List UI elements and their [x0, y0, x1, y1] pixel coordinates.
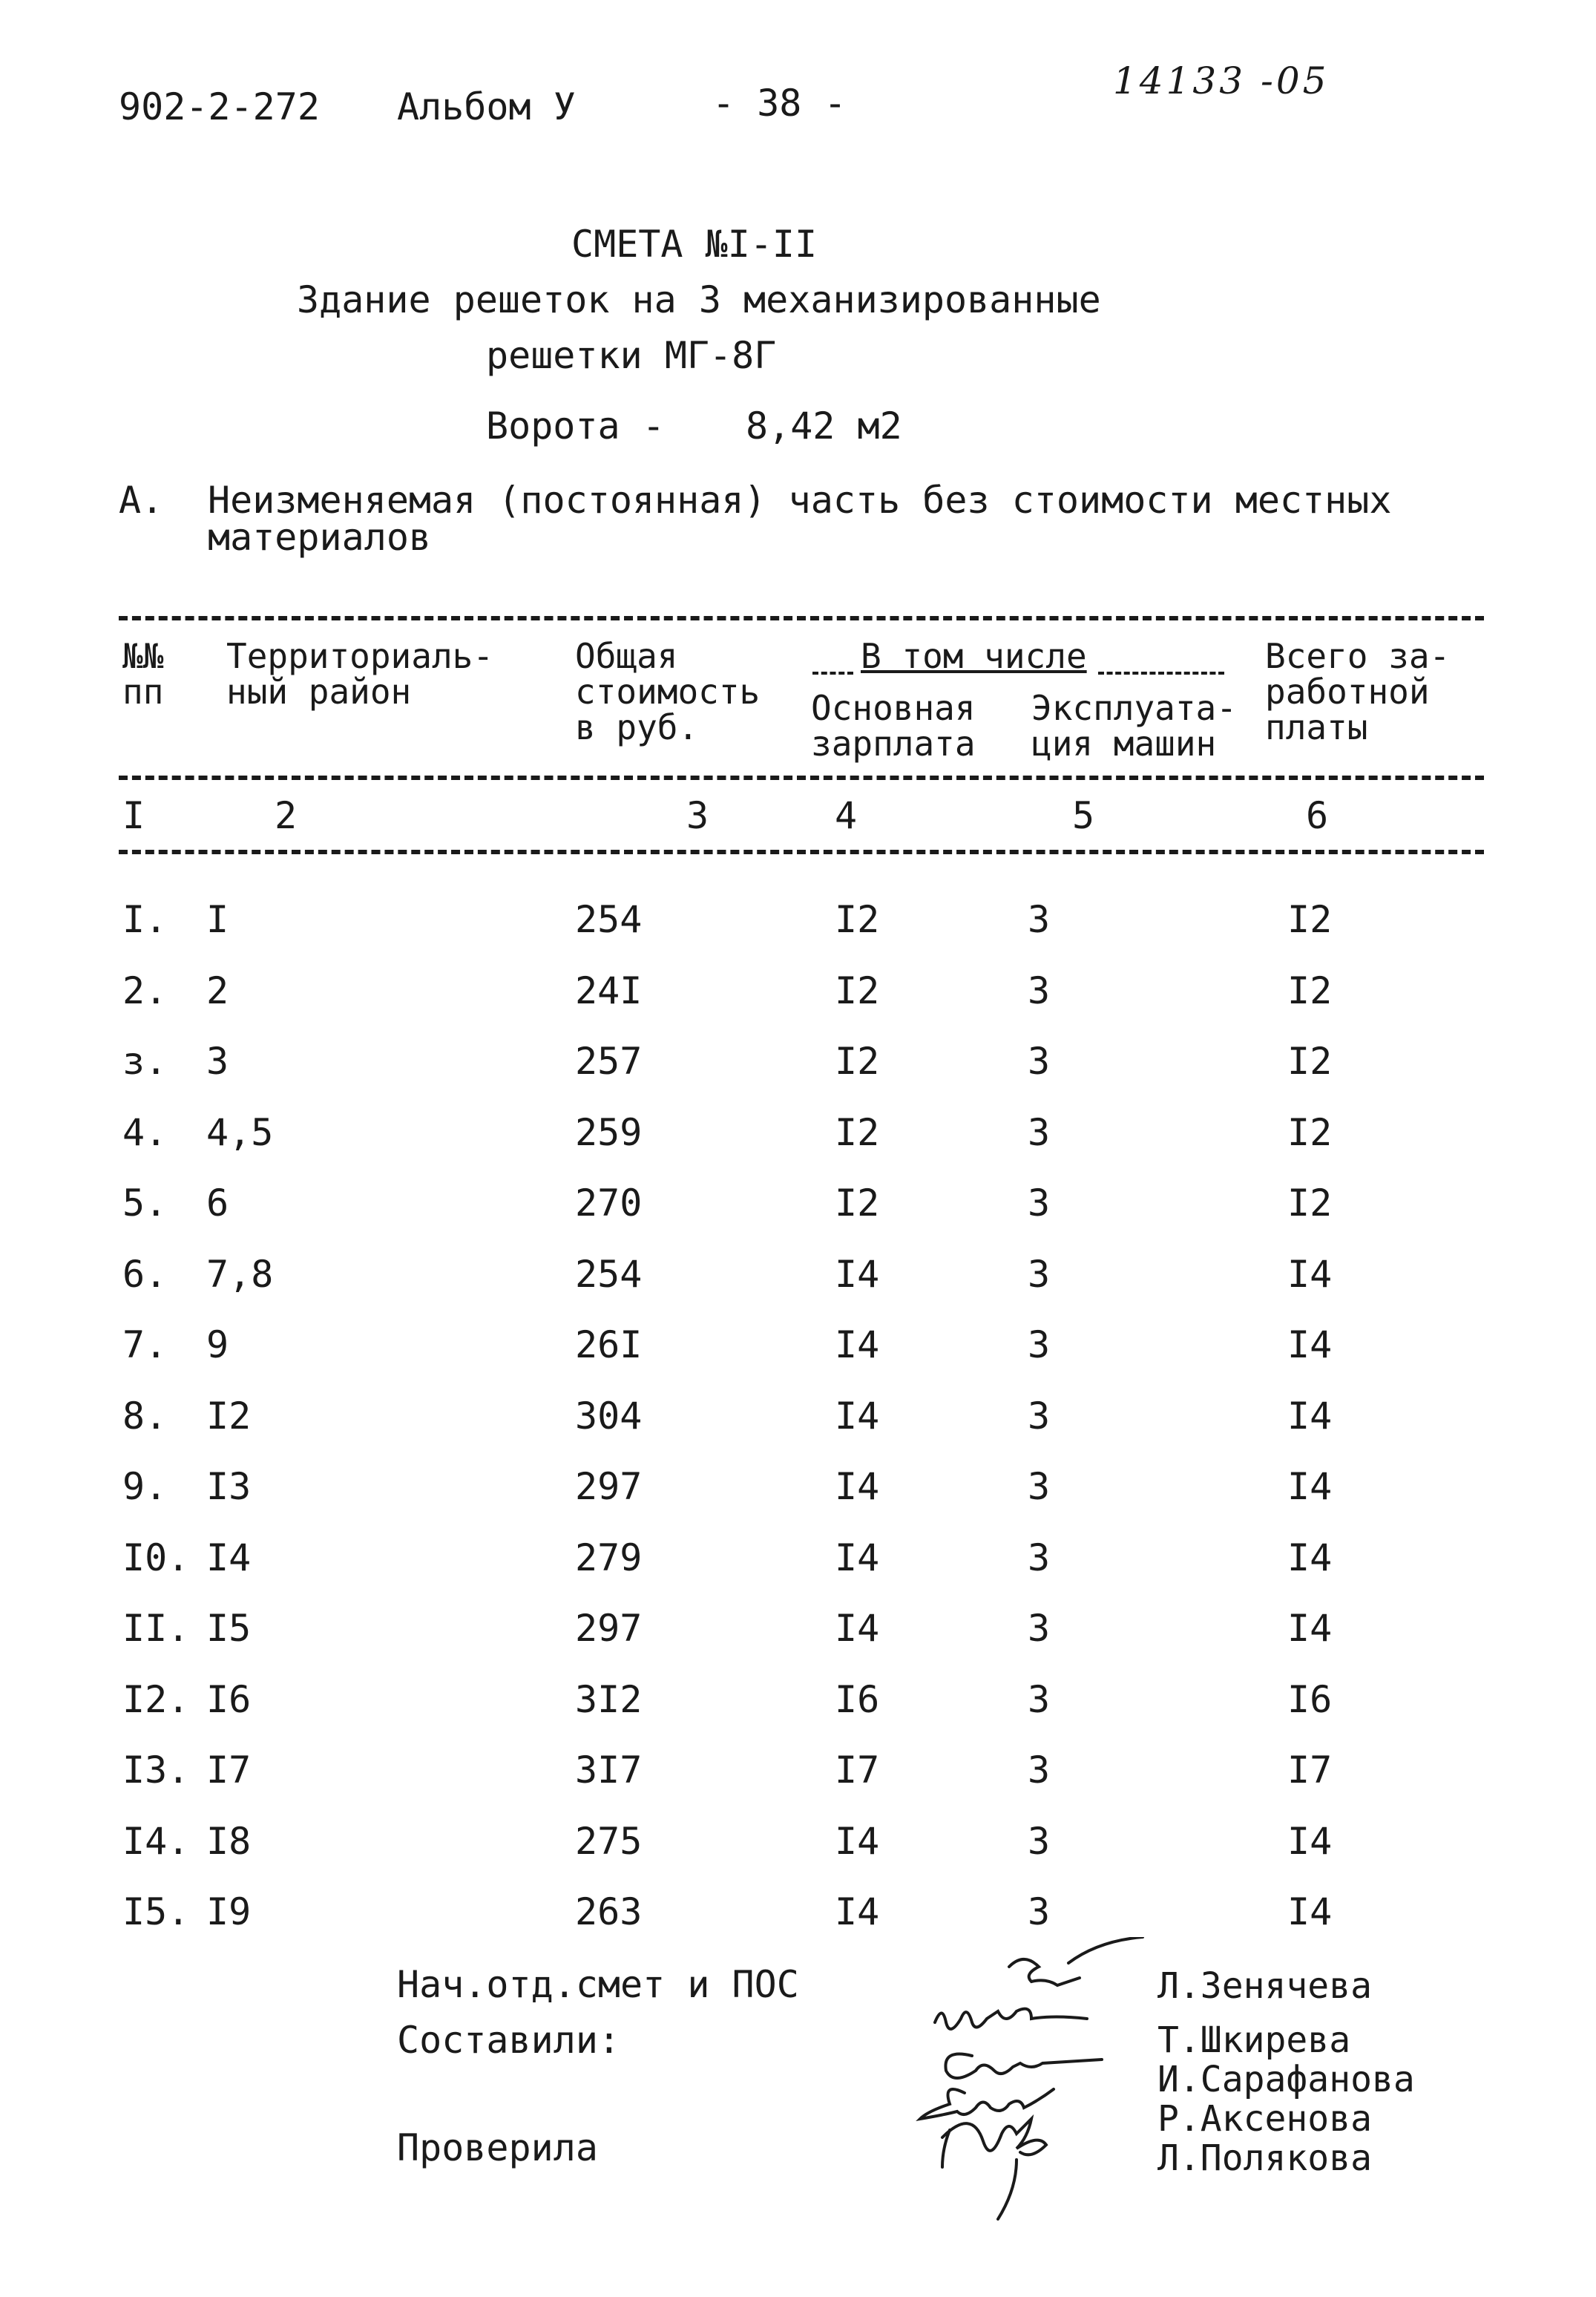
cell-base-salary: I4 [835, 1253, 880, 1296]
signature-4 [920, 2089, 1054, 2119]
column-numbers-rule [119, 850, 1484, 854]
cell-region: 9 [206, 1323, 229, 1366]
signatory-name: Р.Аксенова [1157, 2098, 1372, 2140]
cell-row-number: 9. [122, 1465, 168, 1508]
cell-total-wages: I4 [1287, 1820, 1333, 1863]
cell-total-cost: 270 [575, 1182, 643, 1225]
cell-base-salary: I2 [835, 1040, 880, 1083]
cell-row-number: 8. [122, 1395, 168, 1438]
cell-total-wages: I2 [1287, 1182, 1333, 1225]
signatory-name: Т.Шкирева [1157, 2019, 1351, 2061]
cell-region: I4 [206, 1536, 252, 1579]
cell-base-salary: I2 [835, 1111, 880, 1154]
signature-5 [942, 2119, 1046, 2219]
cell-row-number: 5. [122, 1182, 168, 1225]
cell-row-number: I5. [122, 1890, 190, 1933]
cell-total-wages: I4 [1287, 1890, 1333, 1933]
cell-base-salary: I4 [835, 1607, 880, 1650]
cell-base-salary: I4 [835, 1395, 880, 1438]
cell-total-wages: I4 [1287, 1253, 1333, 1296]
cell-total-wages: I4 [1287, 1536, 1333, 1579]
signatory-name: Л.Полякова [1157, 2137, 1372, 2179]
cell-base-salary: I4 [835, 1323, 880, 1366]
cell-base-salary: I2 [835, 969, 880, 1012]
column-number: 5 [1072, 794, 1095, 837]
column-number: 2 [275, 794, 298, 837]
handwritten-signatures [913, 1937, 1180, 2249]
header-including-group: В том числе [861, 636, 1087, 676]
cell-machine-operation: 3 [1028, 1536, 1051, 1579]
cell-region: I6 [206, 1678, 252, 1721]
estimate-title: СМЕТА №I-II [571, 223, 818, 266]
cell-base-salary: I7 [835, 1749, 880, 1792]
cell-total-cost: 304 [575, 1395, 643, 1438]
cell-total-wages: I4 [1287, 1465, 1333, 1508]
cell-machine-operation: 3 [1028, 1749, 1051, 1792]
cell-region: I2 [206, 1395, 252, 1438]
cell-total-cost: 259 [575, 1111, 643, 1154]
cell-region: I [206, 898, 229, 941]
cell-region: 2 [206, 969, 229, 1012]
cell-region: I8 [206, 1820, 252, 1863]
cell-total-cost: 254 [575, 1253, 643, 1296]
section-title: Неизменяемая (постоянная) часть без стоимости местных [208, 479, 1392, 522]
cell-total-cost: 257 [575, 1040, 643, 1083]
document-code: 902-2-272 [119, 85, 320, 128]
cell-base-salary: I4 [835, 1536, 880, 1579]
signature-2 [935, 2009, 1087, 2029]
cell-machine-operation: 3 [1028, 1111, 1051, 1154]
cell-total-cost: 3I2 [575, 1678, 643, 1721]
cell-base-salary: I4 [835, 1465, 880, 1508]
column-number: 6 [1306, 794, 1329, 837]
cell-machine-operation: 3 [1028, 1820, 1051, 1863]
signatory-name: И.Сарафанова [1157, 2059, 1415, 2100]
checked-by-label: Проверила [397, 2126, 598, 2169]
cell-row-number: 4. [122, 1111, 168, 1154]
cell-machine-operation: 3 [1028, 898, 1051, 941]
head-of-department-label: Нач.отд.смет и ПОС [397, 1963, 799, 2006]
cell-total-cost: 297 [575, 1607, 643, 1650]
cell-total-wages: I4 [1287, 1607, 1333, 1650]
cell-machine-operation: 3 [1028, 1395, 1051, 1438]
cell-total-cost: 279 [575, 1536, 643, 1579]
compiled-by-label: Составили: [397, 2019, 621, 2062]
cell-base-salary: I4 [835, 1820, 880, 1863]
gate-label: Ворота - [486, 404, 665, 448]
cell-region: 4,5 [206, 1111, 274, 1154]
cell-machine-operation: 3 [1028, 1607, 1051, 1650]
cell-base-salary: I2 [835, 898, 880, 941]
section-title-cont: материалов [208, 516, 432, 559]
header-total-cost: Общая стоимость в руб. [575, 636, 761, 747]
signature-1 [1009, 1937, 1143, 1985]
cell-row-number: 6. [122, 1253, 168, 1296]
building-description-cont: решетки МГ-8Г [486, 334, 777, 377]
cell-region: I5 [206, 1607, 252, 1650]
cell-total-cost: 263 [575, 1890, 643, 1933]
building-description: Здание решеток на 3 механизированные [297, 278, 1101, 321]
cell-base-salary: I6 [835, 1678, 880, 1721]
column-number: 4 [835, 794, 858, 837]
group-rule-right [1098, 672, 1224, 675]
cell-region: I7 [206, 1749, 252, 1792]
cell-total-wages: I2 [1287, 898, 1333, 941]
cell-total-wages: I6 [1287, 1678, 1333, 1721]
cell-region: I3 [206, 1465, 252, 1508]
cell-region: I9 [206, 1890, 252, 1933]
cell-machine-operation: 3 [1028, 1253, 1051, 1296]
signatory-name: Л.Зенячева [1157, 1965, 1372, 2007]
cell-row-number: I2. [122, 1678, 190, 1721]
gate-value: 8,42 м2 [746, 404, 902, 448]
cell-row-number: 2. [122, 969, 168, 1012]
signature-3 [945, 2054, 1102, 2079]
cell-row-number: II. [122, 1607, 190, 1650]
cell-total-wages: I2 [1287, 1111, 1333, 1154]
cell-base-salary: I4 [835, 1890, 880, 1933]
cell-total-wages: I2 [1287, 1040, 1333, 1083]
cell-total-cost: 26I [575, 1323, 643, 1366]
cell-machine-operation: 3 [1028, 1465, 1051, 1508]
header-base-salary: Основная зарплата [811, 688, 976, 764]
cell-total-cost: 254 [575, 898, 643, 941]
cell-row-number: I4. [122, 1820, 190, 1863]
cell-total-wages: I4 [1287, 1323, 1333, 1366]
cell-total-wages: I7 [1287, 1749, 1333, 1792]
cell-base-salary: I2 [835, 1182, 880, 1225]
group-rule-left [812, 672, 853, 675]
header-region: Территориаль- ный район [226, 636, 494, 712]
cell-machine-operation: 3 [1028, 1323, 1051, 1366]
column-number: 3 [686, 794, 709, 837]
header-bottom-rule [119, 776, 1484, 780]
cell-row-number: I3. [122, 1749, 190, 1792]
cell-row-number: I0. [122, 1536, 190, 1579]
column-number: I [122, 794, 145, 837]
album-label: Альбом У [397, 85, 576, 128]
table-top-rule [119, 616, 1484, 620]
cell-region: 3 [206, 1040, 229, 1083]
cell-row-number: 7. [122, 1323, 168, 1366]
signatory-names [1157, 1967, 1415, 2178]
cell-row-number: з. [122, 1040, 168, 1083]
header-machine-operation: Эксплуата- ция машин [1031, 688, 1237, 764]
page-number: - 38 - [712, 82, 847, 125]
header-num: №№ пп [122, 636, 164, 712]
cell-total-cost: 3I7 [575, 1749, 643, 1792]
cell-machine-operation: 3 [1028, 1890, 1051, 1933]
cell-machine-operation: 3 [1028, 1678, 1051, 1721]
cell-region: 6 [206, 1182, 229, 1225]
cell-total-cost: 275 [575, 1820, 643, 1863]
cell-machine-operation: 3 [1028, 1040, 1051, 1083]
cell-region: 7,8 [206, 1253, 274, 1296]
cell-total-wages: I4 [1287, 1395, 1333, 1438]
header-total-wages: Всего за- работной платы [1265, 636, 1451, 747]
cell-total-wages: I2 [1287, 969, 1333, 1012]
cell-machine-operation: 3 [1028, 1182, 1051, 1225]
cell-total-cost: 24I [575, 969, 643, 1012]
cell-machine-operation: 3 [1028, 969, 1051, 1012]
handwritten-sheet-number: 14133 -05 [1113, 59, 1330, 102]
cell-total-cost: 297 [575, 1465, 643, 1508]
cell-row-number: I. [122, 898, 168, 941]
section-letter: А. [119, 479, 164, 522]
